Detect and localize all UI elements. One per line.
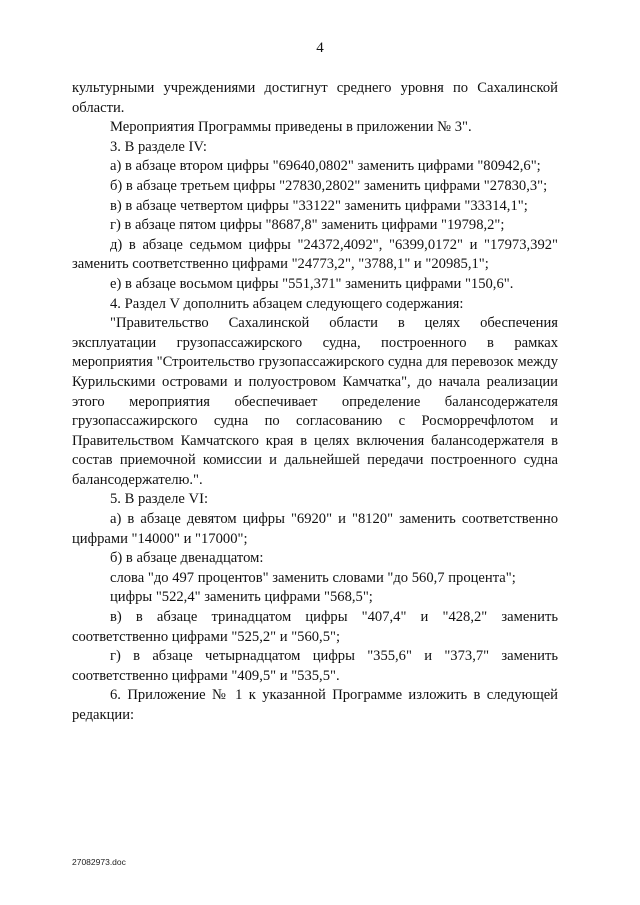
paragraph-13: а) в абзаце девятом цифры "6920" и "8120" заменить соответственно цифрами "14000" и "17000";	[72, 511, 558, 547]
paragraph-7: г) в абзаце пятом цифры "8687,8" заменить цифрами "19798,2";	[110, 217, 505, 234]
paragraph-6: в) в абзаце четвертом цифры "33122" заменить цифрами "33314,1";	[110, 197, 528, 214]
paragraph-11: "Правительство Сахалинской области в целях обеспечения эксплуатации грузопассажирского судна, построенного в рамках мероприятия "Строительство грузопассажирского судна для перевозок между Курильскими островами и полуостровом Камчатка", до начала реализации этого мероприятия обеспечивает определение балансодержателя грузопассажирского судна по согласованию с Росморречфлотом и Правительством Камчатского края в целях включения балансодержателя в состав приемочной комиссии и дальнейшей передачи построенного судна балансодержателю.".	[72, 315, 558, 488]
paragraph-14: б) в абзаце двенадцатом:	[110, 550, 264, 567]
paragraph-8: д) в абзаце седьмом цифры "24372,4092", "6399,0172" и "17973,392" заменить соответственно цифрами "24773,2", "3788,1" и "20985,1";	[72, 236, 558, 273]
paragraph-16: цифры "522,4" заменить цифрами "568,5";	[110, 589, 373, 606]
paragraph-15: слова "до 497 процентов" заменить словами "до 560,7 процента";	[110, 569, 516, 586]
paragraph-3: 3. В разделе IV:	[110, 138, 207, 155]
document-body	[72, 79, 558, 726]
paragraph-1: культурными учреждениями достигнут среднего уровня по Сахалинской области.	[72, 80, 558, 116]
page-number: 4	[316, 40, 324, 56]
paragraph-18: г) в абзаце четырнадцатом цифры "355,6" и "373,7" заменить соответственно цифрами "409,5" и "535,5".	[72, 648, 558, 684]
paragraph-10: 4. Раздел V дополнить абзацем следующего содержания:	[110, 295, 464, 312]
paragraph-17: в) в абзаце тринадцатом цифры "407,4" и "428,2" заменить соответственно цифрами "525,2" и "560,5";	[72, 609, 558, 645]
paragraph-2: Мероприятия Программы приведены в приложении № 3".	[110, 119, 472, 136]
paragraph-9: е) в абзаце восьмом цифры "551,371" заменить цифрами "150,6".	[110, 275, 514, 292]
footer-filename: 27082973.doc	[72, 857, 126, 867]
paragraph-4: а) в абзаце втором цифры "69640,0802" заменить цифрами "80942,6";	[110, 158, 541, 175]
paragraph-12: 5. В разделе VI:	[110, 491, 209, 508]
paragraph-19: 6. Приложение № 1 к указанной Программе изложить в следующей редакции:	[72, 687, 558, 723]
paragraph-5: б) в абзаце третьем цифры "27830,2802" заменить цифрами "27830,3";	[110, 177, 548, 194]
